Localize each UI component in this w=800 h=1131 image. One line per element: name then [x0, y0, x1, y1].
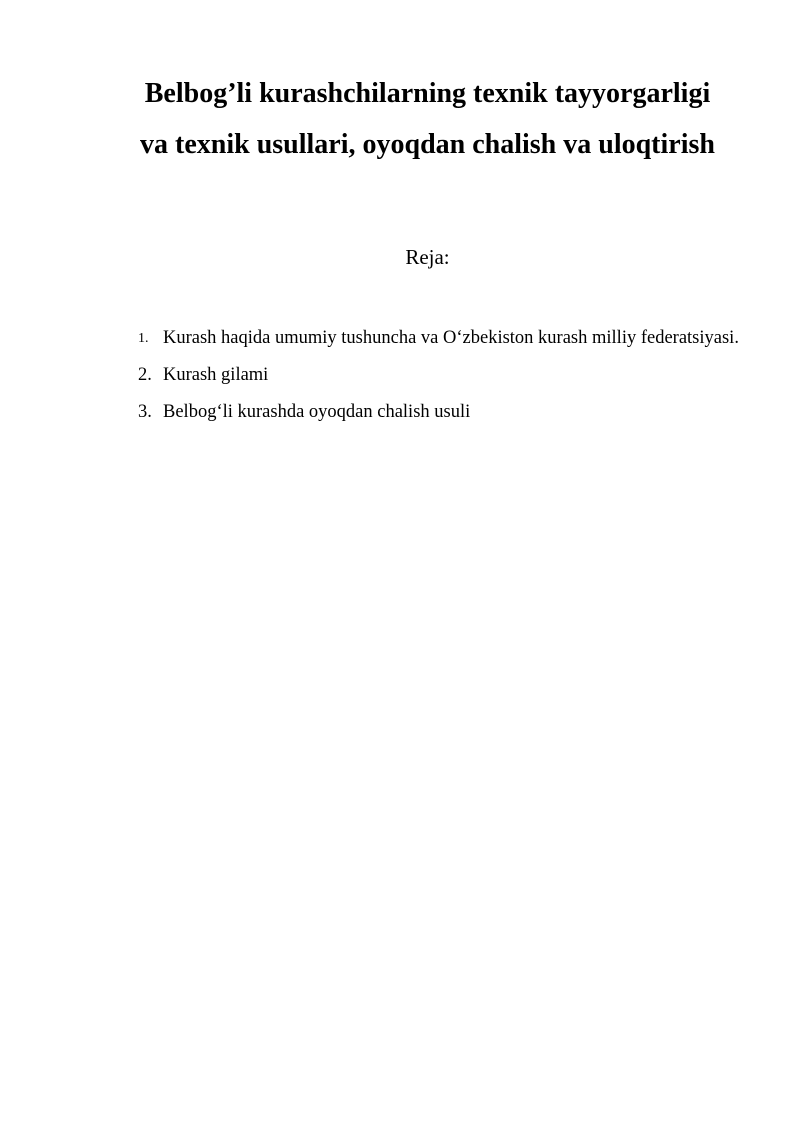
- plan-item-text: Kurash gilami: [163, 365, 269, 385]
- plan-item-text: Kurash haqida umumiy tushuncha va O‘zbekiston kurash milliy federatsiyasi.: [163, 328, 739, 348]
- plan-list: [100, 320, 760, 431]
- document-title-line-1: Belbog’li kurashchilarning texnik tayyorgarligi: [144, 78, 711, 109]
- plan-heading: Reja:: [405, 245, 450, 269]
- plan-item-number: 2.: [138, 365, 152, 385]
- plan-item: [100, 320, 760, 357]
- plan-item: [100, 357, 760, 394]
- plan-item-text: Belbog‘li kurashda oyoqdan chalish usuli: [163, 402, 471, 422]
- document-title-line-2: va texnik usullari, oyoqdan chalish va uloqtirish: [140, 129, 715, 160]
- plan-item-number: 3.: [138, 402, 152, 422]
- plan-item-number: 1.: [138, 331, 149, 346]
- plan-item: [100, 394, 760, 431]
